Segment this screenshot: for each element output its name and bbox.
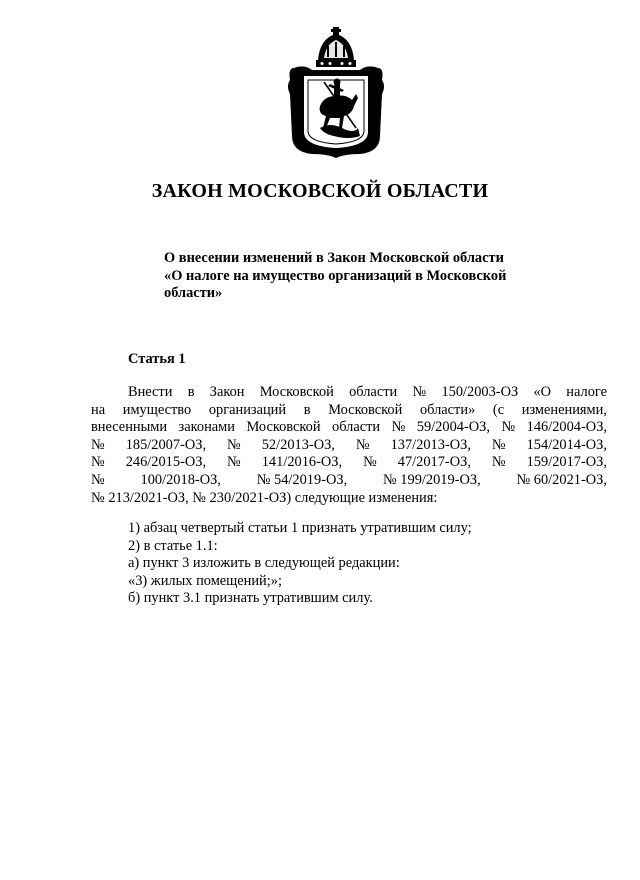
body-word: 52/2013-ОЗ, bbox=[261, 436, 335, 453]
moscow-oblast-coat-of-arms-icon bbox=[284, 24, 388, 160]
body-word: налоге bbox=[566, 384, 607, 400]
crown-icon bbox=[316, 27, 356, 67]
body-word: № bbox=[227, 454, 241, 471]
body-word: области» bbox=[419, 401, 476, 418]
body-word: Московской bbox=[328, 401, 403, 418]
body-word: Внести bbox=[128, 384, 173, 400]
list-item: «3) жилых помещений;»; bbox=[128, 572, 282, 589]
body-word: области bbox=[332, 419, 381, 436]
body-word: 154/2014-ОЗ, bbox=[526, 436, 607, 453]
body-word: на bbox=[91, 401, 106, 418]
body-line bbox=[91, 454, 607, 472]
body-word: № bbox=[391, 419, 406, 436]
list-item: б) пункт 3.1 признать утратившим силу. bbox=[128, 590, 373, 607]
list-item: а) пункт 3 изложить в следующей редакции: bbox=[128, 555, 400, 572]
body-word: внесенными bbox=[91, 419, 168, 436]
list-item: 1) абзац четвертый статьи 1 признать утратившим силу; bbox=[128, 520, 472, 536]
law-subject bbox=[164, 250, 544, 303]
body-word: в bbox=[303, 401, 311, 418]
body-word: № bbox=[91, 436, 105, 453]
body-line bbox=[91, 472, 607, 490]
article-heading: Статья 1 bbox=[128, 351, 186, 367]
amendments-list bbox=[128, 520, 472, 608]
body-word: 47/2017-ОЗ, bbox=[397, 454, 471, 471]
body-word: № 199/2019-ОЗ, bbox=[382, 471, 481, 488]
body-word: № bbox=[91, 471, 105, 488]
body-word: 100/2018-ОЗ, bbox=[140, 471, 221, 488]
body-word: в bbox=[187, 384, 195, 400]
body-line bbox=[91, 402, 607, 420]
body-word: № bbox=[363, 454, 377, 471]
body-word: 141/2016-ОЗ, bbox=[261, 454, 343, 471]
body-word: № bbox=[227, 436, 241, 453]
body-line bbox=[91, 384, 607, 402]
body-word: Закон bbox=[209, 384, 245, 400]
body-word: № bbox=[501, 419, 516, 436]
article-body bbox=[91, 384, 607, 507]
body-word: № bbox=[491, 454, 506, 471]
body-word: № bbox=[355, 436, 370, 453]
body-word: имущество bbox=[122, 401, 192, 418]
law-title: ЗАКОН МОСКОВСКОЙ ОБЛАСТИ bbox=[151, 180, 489, 202]
body-word: Московской bbox=[259, 384, 334, 400]
body-word: 159/2017-ОЗ, bbox=[526, 454, 607, 471]
body-word: Московской bbox=[246, 419, 321, 436]
body-word: «О bbox=[533, 384, 552, 400]
body-word: 59/2004-ОЗ, bbox=[416, 419, 490, 436]
body-word: 150/2003-ОЗ bbox=[441, 384, 519, 400]
body-word: № 54/2019-ОЗ, bbox=[256, 471, 348, 488]
body-word: 246/2015-ОЗ, bbox=[125, 454, 207, 471]
body-word: изменениями, bbox=[521, 401, 607, 418]
subject-line: «О налоге на имущество организаций в Московской bbox=[164, 267, 507, 284]
body-word: (с bbox=[492, 401, 505, 418]
body-line bbox=[91, 437, 607, 455]
body-word: 185/2007-ОЗ, bbox=[125, 436, 207, 453]
body-word: 146/2004-ОЗ, bbox=[526, 419, 607, 436]
body-word: № bbox=[412, 384, 427, 400]
body-word: № bbox=[491, 436, 506, 453]
body-word: законами bbox=[178, 419, 235, 436]
body-line bbox=[91, 419, 607, 437]
list-item: 2) в статье 1.1: bbox=[128, 537, 218, 554]
subject-line: О внесении изменений в Закон Московской области bbox=[164, 250, 504, 266]
body-word: организаций bbox=[208, 401, 287, 418]
subject-line: области» bbox=[164, 285, 223, 301]
body-word: области bbox=[349, 384, 398, 400]
body-line: № 213/2021-ОЗ, № 230/2021-ОЗ) следующие изменения: bbox=[91, 489, 438, 506]
body-word: № 60/2021-ОЗ, bbox=[516, 471, 607, 488]
body-word: № bbox=[91, 454, 105, 471]
body-word: 137/2013-ОЗ, bbox=[390, 436, 471, 453]
